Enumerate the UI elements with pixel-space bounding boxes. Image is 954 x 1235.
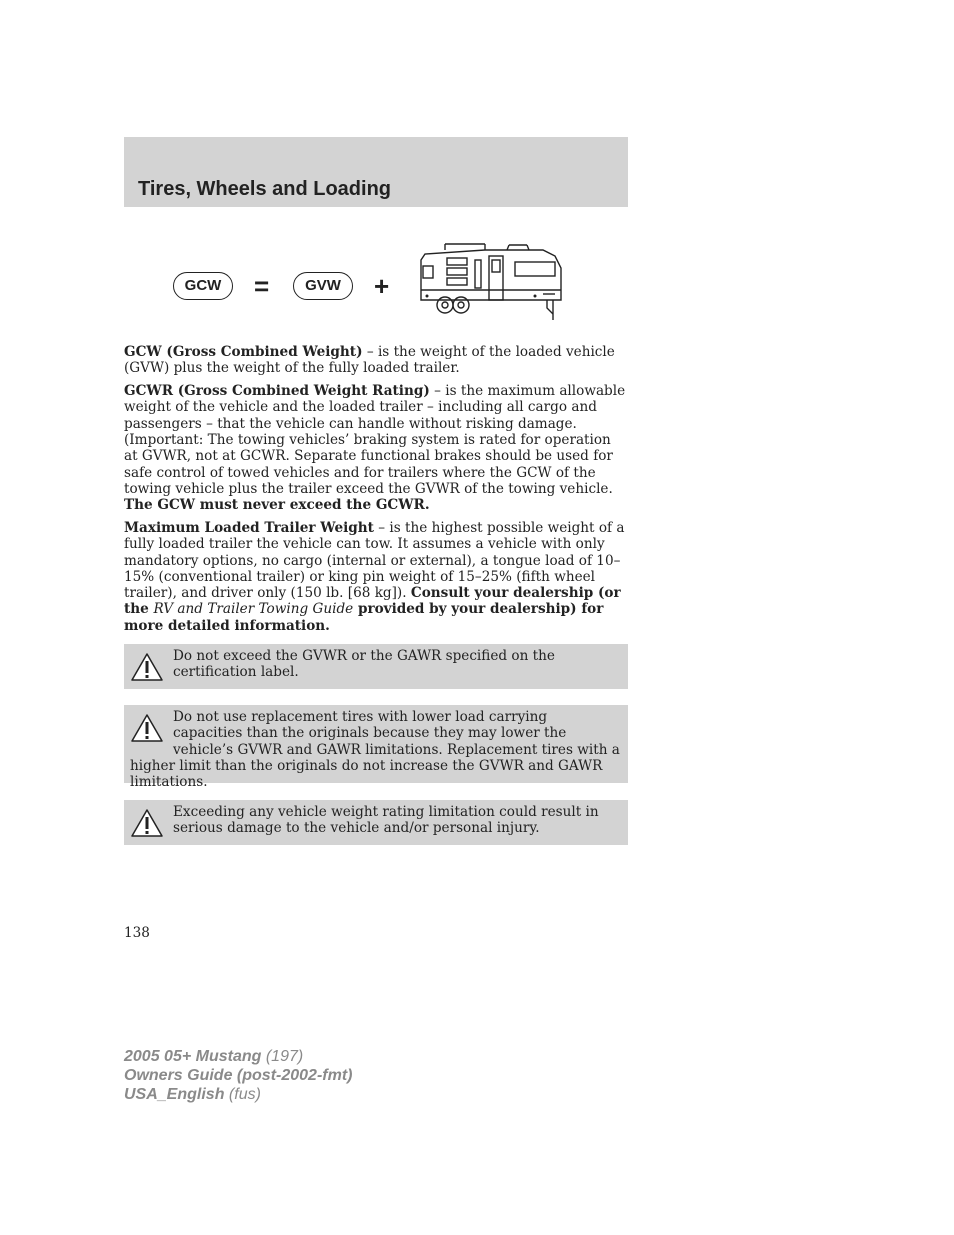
gcw-term: GCW (Gross Combined Weight) xyxy=(124,344,363,360)
mltw-guide-title: RV and Trailer Towing Guide xyxy=(153,601,354,618)
warning-triangle-icon xyxy=(130,713,164,743)
mltw-definition xyxy=(124,520,628,634)
gcwr-text: – is the maximum allowable weight of the vehicle and the loaded trailer – including all cargo and passengers – that the vehicle can handle without risking damage. (Important: The towing vehicles’ braking system is rated for operation at GVWR, not at GCWR. Separate functional brakes should be used for safe control of towed vehicles and for trailers where the GCW of the towing vehicle plus the trailer exceed the GVWR of the towing vehicle. xyxy=(124,383,626,497)
mltw-term: Maximum Loaded Trailer Weight xyxy=(124,519,374,536)
footer-line-1 xyxy=(124,1047,352,1066)
footer-language-code: (fus) xyxy=(224,1086,261,1103)
mltw-text: – is the highest possible weight of a fully loaded trailer the vehicle can tow. It assumes a vehicle with only mandatory options, no cargo (internal or external), a tongue load of 10–15% (conventional trailer) or king pin weight of 15–25% (fifth wheel trailer), and driver only (150 lb. [68 kg]). xyxy=(124,519,625,602)
gcw-definition xyxy=(124,344,628,377)
equals-sign: = xyxy=(254,271,270,301)
footer-guide: Owners Guide (post-2002-fmt) xyxy=(124,1067,353,1084)
warning-text: Do not use replacement tires with lower load carrying capacities than the originals because they may lower the vehicle’s GVWR and GAWR limitations. Replacement tires with a higher limit than the originals do not increase the GVWR and GAWR limitations. xyxy=(130,709,620,791)
gcwr-term: GCWR (Gross Combined Weight Rating) xyxy=(124,383,430,400)
footer-model: 2005 05+ Mustang xyxy=(124,1048,262,1065)
footer-language: USA_English xyxy=(124,1086,225,1103)
footer-model-code: (197) xyxy=(261,1048,304,1065)
gcw-text: – is the weight of the loaded vehicle (GVW) plus the weight of the fully loaded trailer. xyxy=(124,344,615,377)
warning-box-replacement-tires xyxy=(124,705,628,791)
mltw-emphasis-a: Consult your dealership (or the xyxy=(124,585,621,618)
warning-box-gvwr xyxy=(124,644,628,689)
footer-line-3 xyxy=(124,1085,352,1104)
gvw-pill: GVW xyxy=(293,272,353,300)
warning-triangle-icon xyxy=(130,808,164,838)
warning-text: Do not exceed the GVWR or the GAWR specified on the certification label. xyxy=(173,648,555,681)
gcwr-emphasis: The GCW must never exceed the GCWR. xyxy=(124,497,430,514)
warning-text: Exceeding any vehicle weight rating limitation could result in serious damage to the vehicle and/or personal injury. xyxy=(173,804,599,837)
body-text xyxy=(124,344,628,641)
document-footer xyxy=(124,1047,352,1104)
page-number: 138 xyxy=(124,925,150,941)
warning-box-weight-limit xyxy=(124,800,628,845)
mltw-emphasis-b: provided by your dealership) for more detailed information. xyxy=(124,601,604,634)
plus-sign: + xyxy=(374,271,390,301)
travel-trailer-icon xyxy=(415,242,565,322)
weight-equation-figure xyxy=(170,240,570,322)
footer-line-2 xyxy=(124,1066,352,1085)
gcw-pill: GCW xyxy=(173,272,233,300)
section-header-band xyxy=(124,137,628,207)
gcwr-definition xyxy=(124,383,628,513)
section-title: Tires, Wheels and Loading xyxy=(138,178,392,200)
warning-triangle-icon xyxy=(130,652,164,682)
